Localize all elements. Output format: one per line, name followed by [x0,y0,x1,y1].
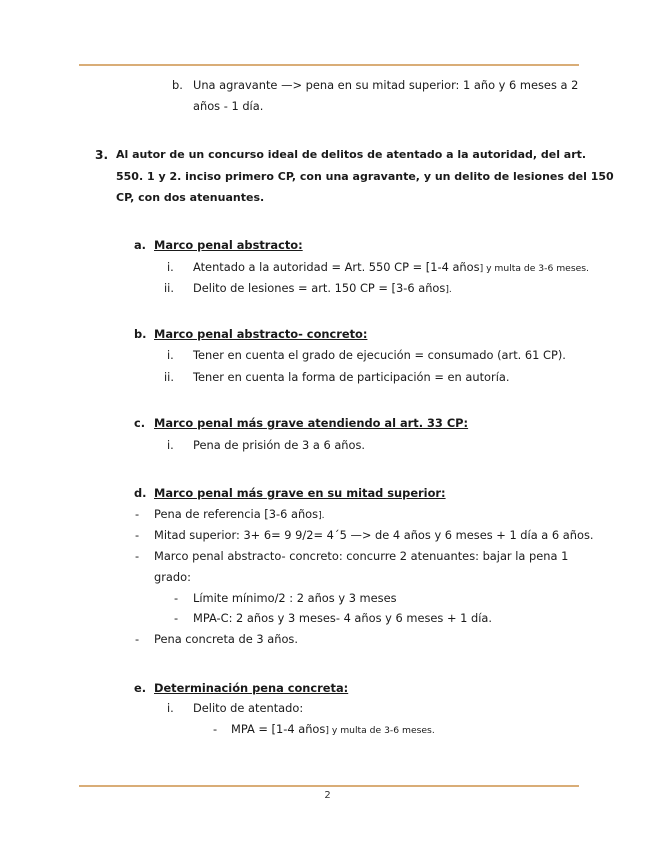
item-suffix: ] y multa de 3-6 meses. [479,263,589,274]
question-text: Al autor de un concurso ideal de delitos de atentado a la autoridad, del art. [116,148,587,161]
dash-marker: - [135,549,140,563]
section-marker: d. [134,486,147,500]
section-marker: b. [134,327,147,341]
sub-item: MPA-C: 2 años y 3 meses- 4 años y 6 meses + 1 día. [193,611,493,625]
dash-item-suffix: ]. [318,510,325,521]
item-marker: ii. [164,281,174,295]
question-text: CP, con dos atenuantes. [116,191,265,204]
item-text [193,260,589,276]
item-marker: ii. [164,370,174,384]
section-marker: a. [134,238,147,252]
item-main-text: Delito de lesiones = art. 150 CP = [3-6 años [193,281,446,295]
dash-marker: - [135,507,140,521]
dash-marker: - [135,528,140,542]
list-item-text: Una agravante —> pena en su mitad superior: 1 año y 6 meses a 2 [193,78,579,92]
sub-item-suffix: ] y multa de 3-6 meses. [325,725,435,736]
section-heading: Marco penal abstracto: [154,238,303,252]
list-marker: b. [172,78,183,92]
dash-item: Mitad superior: 3+ 6= 9 9/2= 4´5 —> de 4 años y 6 meses + 1 día a 6 años. [154,528,594,542]
footer-rule [79,785,579,787]
dash-item-main: Pena de referencia [3-6 años [154,507,319,521]
item-marker: i. [167,701,174,715]
sub-item [231,722,435,738]
list-item-text: años - 1 día. [193,99,264,113]
sub-item-main: MPA = [1-4 años [231,722,326,736]
question-text: 550. 1 y 2. inciso primero CP, con una agravante, y un delito de lesiones del 150 [116,170,614,183]
item-text: Tener en cuenta el grado de ejecución = consumado (art. 61 CP). [193,348,566,362]
sub-dash-marker: - [213,722,218,736]
section-heading: Marco penal abstracto- concreto: [154,327,368,341]
dash-item: Marco penal abstracto- concreto: concurre 2 atenuantes: bajar la pena 1 [154,549,569,563]
section-heading: Marco penal más grave atendiendo al art. 33 CP: [154,416,469,430]
item-marker: i. [167,348,174,362]
item-main-text: Atentado a la autoridad = Art. 550 CP = [1-4 años [193,260,480,274]
item-marker: i. [167,260,174,274]
sub-dash-marker: - [174,611,179,625]
question-number: 3. [95,148,109,162]
dash-item: Pena concreta de 3 años. [154,632,298,646]
item-text: Tener en cuenta la forma de participación = en autoría. [193,370,510,384]
sub-item: Límite mínimo/2 : 2 años y 3 meses [193,591,397,605]
header-rule [79,64,579,66]
dash-item: grado: [154,570,191,584]
item-marker: i. [167,438,174,452]
section-marker: c. [134,416,146,430]
dash-marker: - [135,632,140,646]
item-suffix: ]. [445,284,452,295]
sub-dash-marker: - [174,591,179,605]
section-heading: Marco penal más grave en su mitad superior: [154,486,446,500]
item-text: Delito de atentado: [193,701,304,715]
section-heading: Determinación pena concreta: [154,681,349,695]
item-text: Pena de prisión de 3 a 6 años. [193,438,366,452]
item-text [193,281,452,297]
section-marker: e. [134,681,147,695]
dash-item [154,507,325,523]
page-number: 2 [324,790,331,801]
